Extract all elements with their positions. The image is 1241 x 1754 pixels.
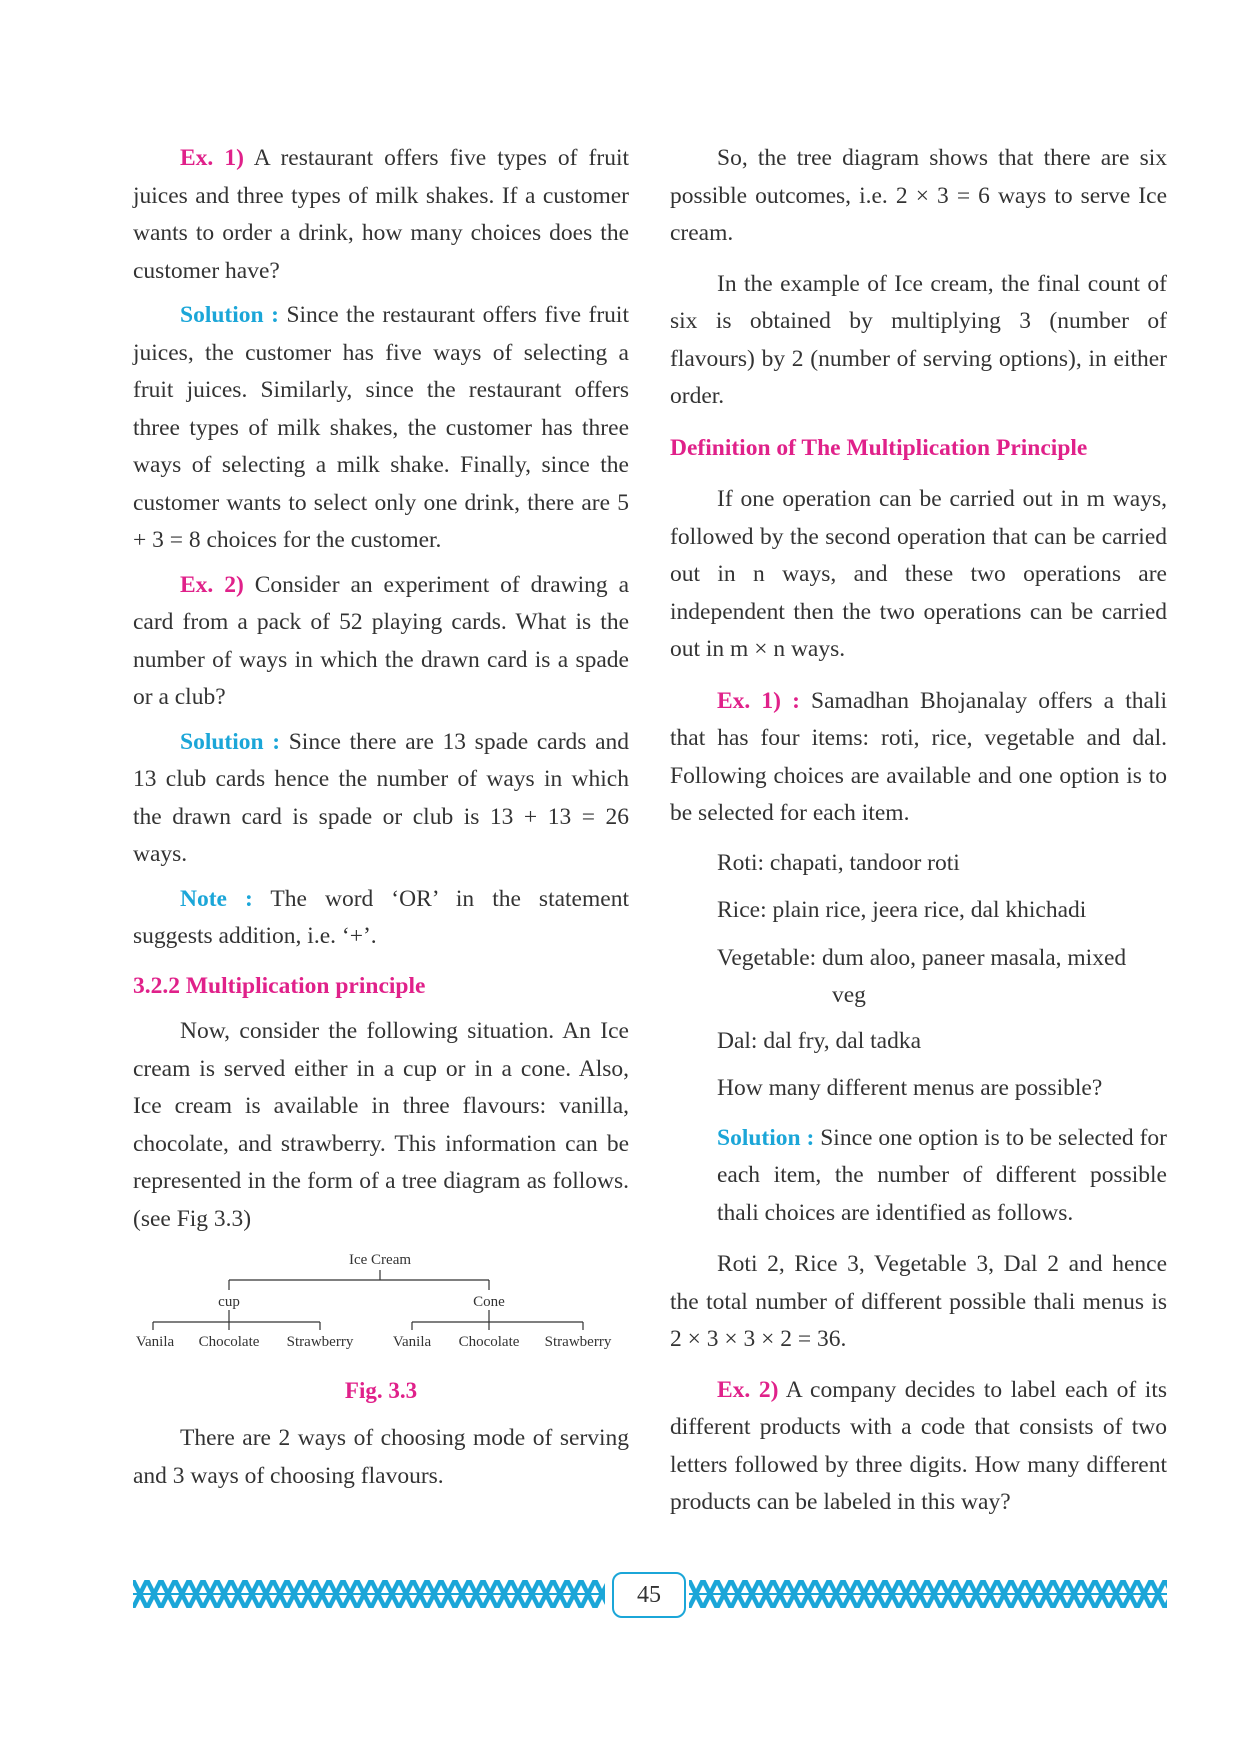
- tree-cone-label: Cone: [473, 1294, 505, 1310]
- note-text: The word ‘OR’ in the statement suggests addition, i.e. ‘+’.: [133, 885, 629, 949]
- menu-vegetable-cont: veg: [832, 982, 866, 1008]
- decorative-band-left: [133, 1580, 605, 1608]
- solution-label: Solution :: [717, 1124, 815, 1151]
- example-text: A company decides to label each of its different products with a code that consists of two letters followed by three digits. How many different products can be labeled in this way?: [670, 1376, 1167, 1515]
- tree-leaf: Chocolate: [458, 1334, 520, 1350]
- example-1-question: [133, 140, 629, 290]
- example-label: Ex. 1) :: [717, 687, 800, 714]
- note: [133, 881, 629, 956]
- tree-leaf: Chocolate: [198, 1334, 260, 1350]
- figure-caption: Fig. 3.3: [344, 1378, 418, 1403]
- example-text: Consider an experiment of drawing a card from a pack of 52 playing cards. What is the number of ways in which the drawn card is a spade or a club?: [133, 571, 629, 710]
- menu-question: How many different menus are possible?: [717, 1075, 1103, 1101]
- solution-2: [133, 724, 629, 874]
- tree-root-label: Ice Cream: [348, 1252, 412, 1268]
- solution-text: Since there are 13 spade cards and 13 club cards hence the number of ways in which the drawn card is spade or club is 13 + 13 = 26 ways.: [133, 728, 629, 867]
- tree-cup-label: cup: [218, 1294, 240, 1310]
- right-column: [670, 140, 1167, 1522]
- tree-leaf: Strawberry: [286, 1334, 354, 1350]
- example-1-question: [670, 683, 1167, 833]
- example-label: Ex. 2): [180, 571, 244, 598]
- decorative-band-right: [689, 1580, 1167, 1608]
- section-paragraph: Now, consider the following situation. An Ice cream is served either in a cup or in a cone. Also, Ice cream is available in three flavours: vanilla, chocolate, and strawberry. This information can be represented in the form of a tree diagram as follows. (see Fig 3.3): [133, 1018, 629, 1232]
- definition-text: If one operation can be carried out in m ways, followed by the second operation that can be carried out in n ways, and these two operations are independent then the two operations can be carried out in m × n ways.: [670, 486, 1167, 662]
- solution-text: Since the restaurant offers five fruit juices, the customer has five ways of selecting a fruit juices. Similarly, since the restaurant offers three types of milk shakes, the customer has three ways of selecting a milk shake. Finally, since the customer wants to select only one drink, there are 5 + 3 = 8 choices for the customer.: [133, 302, 629, 553]
- result-paragraph: Roti 2, Rice 3, Vegetable 3, Dal 2 and hence the total number of different possible thali menus is 2 × 3 × 3 × 2 = 36.: [670, 1251, 1167, 1352]
- closing-paragraph: There are 2 ways of choosing mode of serving and 3 ways of choosing flavours.: [133, 1425, 629, 1489]
- menu-roti: Roti: chapati, tandoor roti: [717, 849, 960, 876]
- page-footer: [133, 1572, 1167, 1616]
- section-heading: 3.2.2 Multiplication principle: [133, 972, 426, 999]
- example-text: A restaurant offers five types of fruit juices and three types of milk shakes. If a customer wants to order a drink, how many choices does the customer have?: [133, 145, 630, 284]
- note-label: Note :: [180, 885, 253, 912]
- menu-vegetable: Vegetable: dum aloo, paneer masala, mixed: [717, 944, 1127, 971]
- example-label: Ex. 1): [180, 145, 244, 171]
- example-2-question: [133, 567, 629, 717]
- example-label: Ex. 2): [717, 1376, 779, 1403]
- ice-cream-count-paragraph: In the example of Ice cream, the final count of six is obtained by multiplying 3 (number of flavours) by 2 (number of serving options), in either order.: [670, 270, 1167, 409]
- example-text: Samadhan Bhojanalay offers a thali that has four items: roti, rice, vegetable and dal. Following choices are available and one option is to be selected for each item.: [670, 687, 1167, 826]
- tree-leaf: Strawberry: [544, 1334, 612, 1350]
- tree-leaf: Vanila: [392, 1334, 432, 1350]
- example-2-question: [670, 1372, 1167, 1522]
- solution: [717, 1120, 1167, 1233]
- definition-heading: Definition of The Multiplication Principle: [670, 434, 1088, 461]
- tree-conclusion-paragraph: So, the tree diagram shows that there are six possible outcomes, i.e. 2 × 3 = 6 ways to serve Ice cream.: [670, 145, 1167, 246]
- tree-leaf: Vanila: [135, 1334, 175, 1350]
- solution-1: [133, 297, 629, 560]
- page-number: 45: [612, 1572, 686, 1618]
- menu-dal: Dal: dal fry, dal tadka: [717, 1027, 922, 1054]
- tree-diagram: [133, 1242, 629, 1362]
- thali-menu: [670, 845, 1167, 1233]
- solution-label: Solution :: [180, 302, 279, 328]
- solution-text: Since one option is to be selected for each item, the number of different possible thali choices are identified as follows.: [717, 1124, 1167, 1226]
- solution-label: Solution :: [180, 728, 281, 755]
- left-column: [133, 140, 629, 1495]
- menu-rice: Rice: plain rice, jeera rice, dal khichadi: [717, 897, 1087, 923]
